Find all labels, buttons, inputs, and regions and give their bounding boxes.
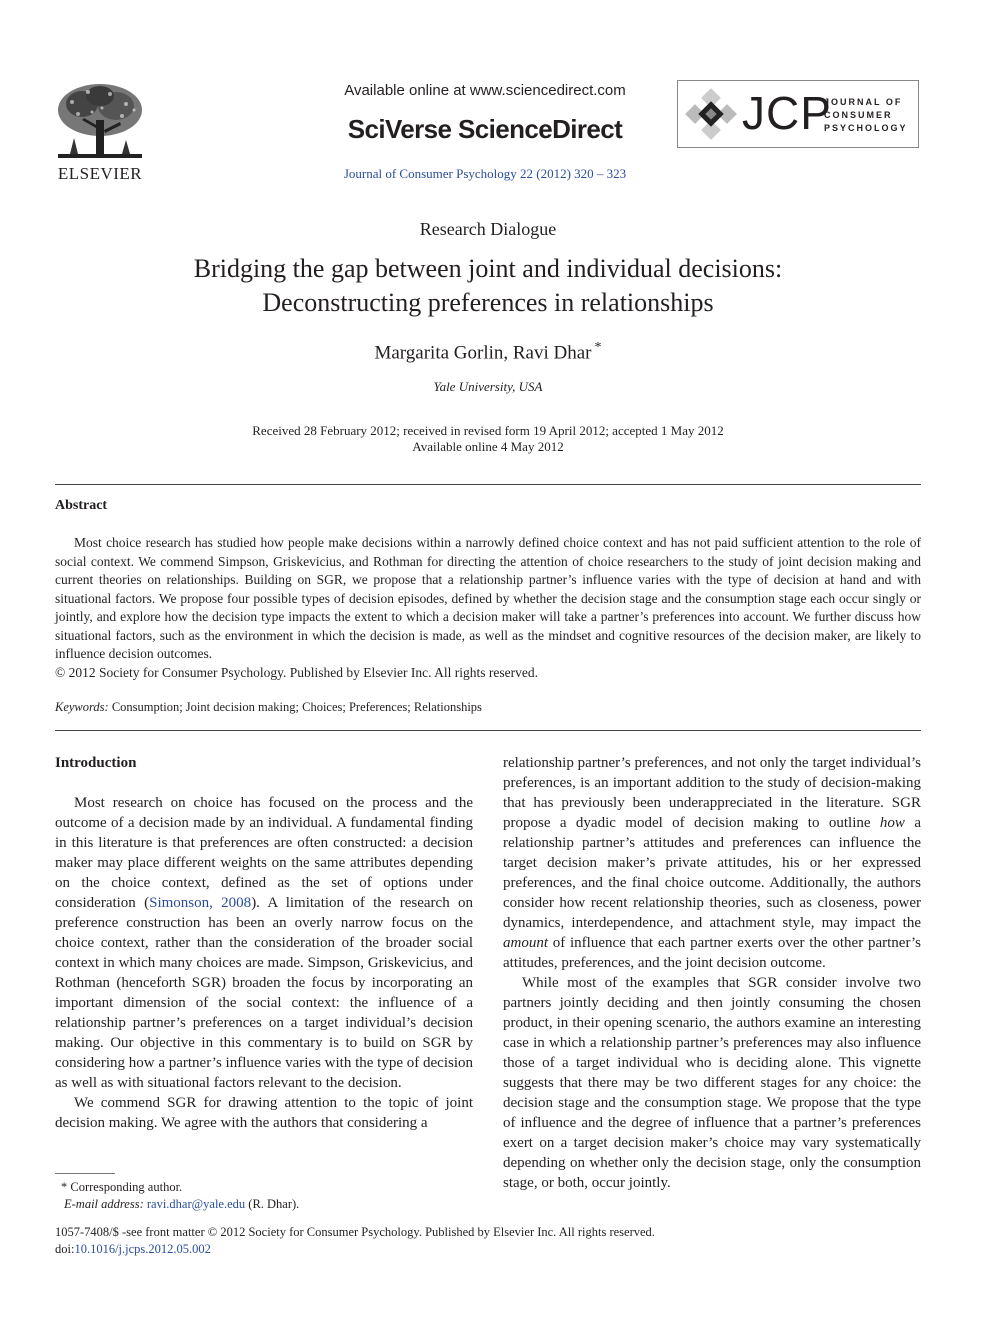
footnote-corresponding: Corresponding author. xyxy=(70,1180,183,1194)
paragraph-text: a relationship partner’s attitudes and preferences can influence the target decision maker’s private attitudes, his or her expressed preferences, and the final choice outcome. Additionally, the authors consider how recent relationship theories, such as closeness, power dynamics, interdependence, and attachment style, may impact the xyxy=(503,815,921,931)
page-footer xyxy=(55,1224,655,1258)
author-list xyxy=(0,340,976,364)
available-date: Available online 4 May 2012 xyxy=(412,439,564,454)
jcp-name-line: CONSUMER xyxy=(824,110,893,120)
paragraph-text: Most research on choice has focused on the process and the outcome of a decision made by an individual. A fundamental finding in this literature is that preferences are often constructed: a decision maker may place different weights on the same attributes depending on the choice context, defined as the set of options under consideration ( xyxy=(55,795,473,911)
paragraph-text: relationship partner’s preferences, and not only the target individual’s preferences, is an important addition to the study of decision-making that has previously been underappreciated in the literature. SGR propose a dyadic model of decision making to outline xyxy=(503,755,921,831)
body-right-column xyxy=(503,753,921,1193)
available-online-text: Available online at www.sciencedirect.com xyxy=(344,82,626,99)
elsevier-tree-icon xyxy=(52,80,148,164)
introduction-heading: Introduction xyxy=(55,755,137,771)
article-title xyxy=(0,252,976,320)
footnote-line xyxy=(55,1179,299,1196)
footnote xyxy=(55,1179,299,1213)
paragraph xyxy=(503,753,921,973)
authors: Margarita Gorlin, Ravi Dhar xyxy=(374,342,592,364)
doi-line xyxy=(55,1241,655,1258)
paragraph-text: ). A limitation of the research on preference construction has been an overly narrow focus on the choice context, rather than the consideration of the broader social context in which many choices are made. Simpson, Griskevicius, and Rothman (henceforth SGR) broaden the focus by incorporating an important dimension of the social context: the influence of a relationship partner’s preferences on a target individual’s decision making. Our objective in this commentary is to build on SGR by considering how a partner’s influence varies with the type of decision as well as with situational factors relevant to the decision. xyxy=(55,895,474,1091)
divider xyxy=(55,730,921,731)
jcp-name xyxy=(824,96,908,135)
divider xyxy=(55,484,921,485)
publisher-name: ELSEVIER xyxy=(57,164,143,183)
paragraph-text: of influence that each partner exerts over the other partner’s attitudes, preferences, and the joint decision outcome. xyxy=(503,935,921,971)
section-type: Research Dialogue xyxy=(419,219,557,239)
jcp-name-line: JOURNAL OF xyxy=(824,97,903,107)
keywords-label: Keywords: xyxy=(55,700,109,714)
paragraph xyxy=(55,793,473,1093)
elsevier-logo xyxy=(52,80,148,184)
abstract-heading: Abstract xyxy=(55,498,108,513)
body-left-column xyxy=(55,753,473,1133)
doi-link[interactable]: 10.1016/j.jcps.2012.05.002 xyxy=(74,1242,211,1256)
citation-link[interactable]: Simonson, 2008 xyxy=(149,895,252,911)
jcp-abbrev: JCP xyxy=(742,87,832,139)
article-title-line: Bridging the gap between joint and individual decisions: xyxy=(193,254,783,283)
email-suffix: (R. Dhar). xyxy=(248,1197,300,1211)
front-matter-line: 1057-7408/$ -see front matter © 2012 Society for Consumer Psychology. Published by Elsevier Inc. All rights reserved. xyxy=(55,1225,655,1239)
emphasis: amount xyxy=(503,935,548,951)
email-link[interactable]: ravi.dhar@yale.edu xyxy=(146,1197,246,1211)
article-title-line: Deconstructing preferences in relationships xyxy=(262,288,714,317)
corresponding-author-mark[interactable]: * xyxy=(594,340,602,355)
abstract-copyright: © 2012 Society for Consumer Psychology. Published by Elsevier Inc. All rights reserved. xyxy=(55,664,538,680)
paragraph: While most of the examples that SGR consider involve two partners jointly deciding and then jointly consuming the chosen product, in their opening scenario, the authors examine an interesting case in which a relationship partner’s preferences may also influence those of a target individual who is deciding alone. This vignette suggests that there may be two different stages for any choice: the decision stage and the consumption stage. We propose that the type of influence and the degree of influence that a partner’s preferences exert on a target decision maker’s choice may vary systematically depending on whether only the decision stage, only the consumption stage, or both, occur jointly. xyxy=(503,975,921,1191)
platform-name: SciVerse ScienceDirect xyxy=(347,114,623,144)
abstract-body xyxy=(55,534,921,682)
abstract-text: Most choice research has studied how people make decisions within a narrowly defined choice context and has not paid sufficient attention to the role of social context. We commend Simpson, Griskevicius, and Rothman for directing the attention of choice researchers to the study of joint decision making and current theories on relationships. Building on SGR, we propose that a relationship partner’s influence varies with the type of decision at hand and with situational factors. We propose four possible types of decision episodes, defined by whether the decision stage and the consumption stage each occur singly or jointly, and explore how the decision type impacts the extent to which a decision maker will take a partner’s preferences into account. We further discuss how situational factors, such as the environment in which the decision is made, as well as the mindset and cognitive resources of the decision maker, are likely to influence decision outcomes. xyxy=(55,535,921,661)
keywords xyxy=(55,700,482,715)
email-label: E-mail address: xyxy=(64,1197,144,1211)
footnote-rule xyxy=(55,1173,115,1174)
paragraph: We commend SGR for drawing attention to the topic of joint decision making. We agree with the authors that considering a xyxy=(55,1095,473,1131)
jcp-journal-logo xyxy=(677,80,919,148)
emphasis: how xyxy=(879,815,905,831)
jcp-diamond-icon xyxy=(684,87,738,141)
keywords-list: Consumption; Joint decision making; Choices; Preferences; Relationships xyxy=(111,700,482,714)
footnote-line xyxy=(55,1196,299,1213)
doi-label: doi: xyxy=(55,1242,75,1256)
affiliation: Yale University, USA xyxy=(433,379,543,394)
received-dates: Received 28 February 2012; received in revised form 19 April 2012; accepted 1 May 2012 xyxy=(252,423,724,438)
jcp-name-line: PSYCHOLOGY xyxy=(824,123,908,133)
footnote-mark: * xyxy=(61,1180,68,1194)
journal-citation-link[interactable]: Journal of Consumer Psychology 22 (2012) 320 – 323 xyxy=(343,166,627,181)
